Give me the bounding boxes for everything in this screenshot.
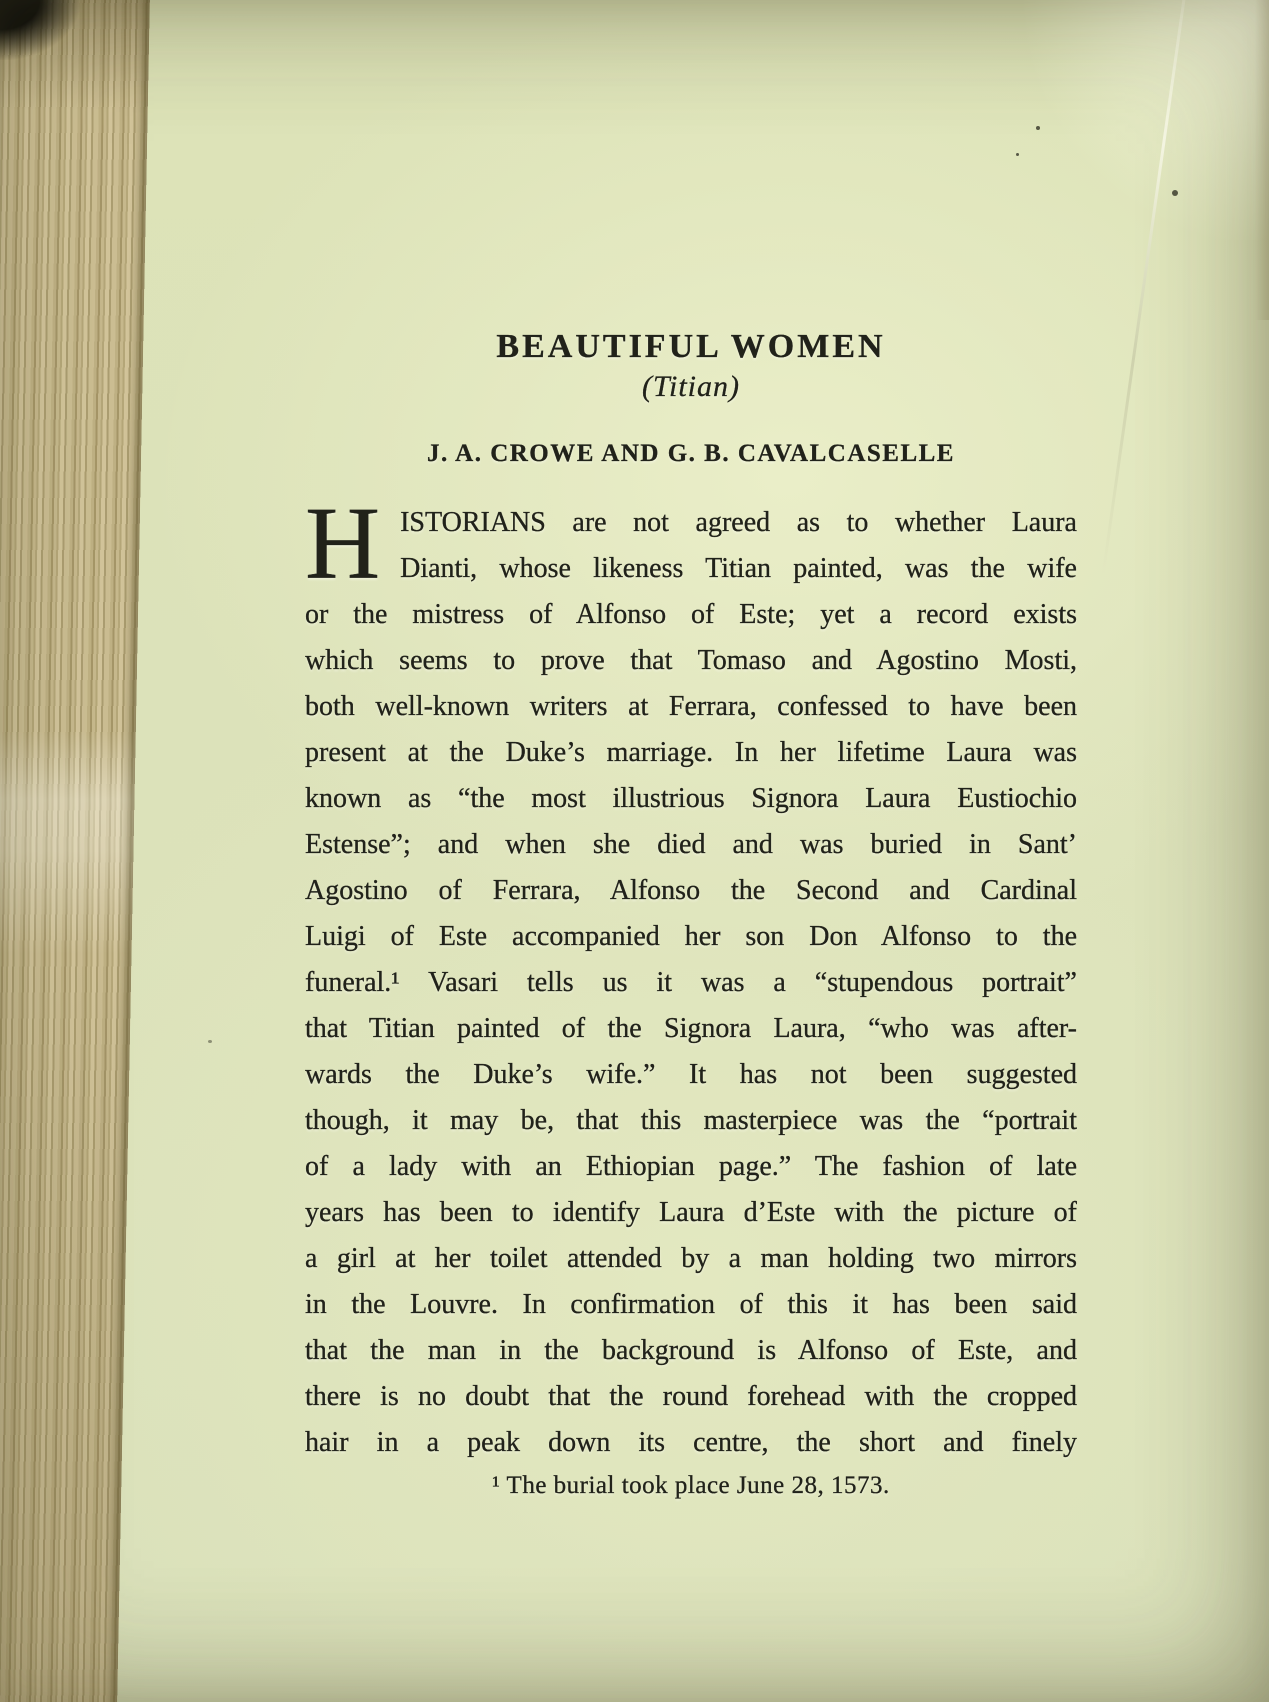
body-line: both well-known writers at Ferrara, confessed to have been [305, 691, 1077, 722]
body-line: there is no doubt that the round forehead with the cropped [305, 1381, 1077, 1412]
body-line: Dianti, whose likeness Titian painted, was the wife [400, 553, 1077, 584]
photo-corner-shadow [0, 0, 80, 60]
authors-line: J. A. CROWE AND G. B. CAVALCASELLE [427, 440, 955, 467]
paper-speck [1036, 126, 1040, 130]
page-subtitle: (Titian) [641, 370, 740, 403]
body-line: a girl at her toilet attended by a man holding two mirrors [305, 1243, 1077, 1274]
body-line: or the mistress of Alfonso of Este; yet a record exists [305, 599, 1077, 630]
book-fore-edge-pages [0, 0, 150, 1702]
body-line: present at the Duke’s marriage. In her lifetime Laura was [305, 737, 1077, 768]
body-line: though, it may be, that this masterpiece was the “portrait [305, 1105, 1077, 1136]
body-line: which seems to prove that Tomaso and Agostino Mosti, [305, 645, 1077, 676]
page-corner-highlight [1009, 0, 1269, 240]
body-line: Luigi of Este accompanied her son Don Alfonso to the [305, 921, 1077, 952]
footnote: ¹ The burial took place June 28, 1573. [492, 1472, 890, 1499]
paper-speck [208, 1040, 212, 1043]
body-paragraph [305, 486, 1077, 1466]
paper-speck [1172, 190, 1178, 196]
body-line: known as “the most illustrious Signora Laura Eustiochio [305, 783, 1077, 814]
body-line: Estense”; and when she died and was buried in Sant’ [305, 829, 1077, 860]
body-line: years has been to identify Laura d’Este with the picture of [305, 1197, 1077, 1228]
body-line: of a lady with an Ethiopian page.” The fashion of late [305, 1151, 1077, 1182]
body-line: wards the Duke’s wife.” It has not been suggested [305, 1059, 1077, 1090]
page-title: BEAUTIFUL WOMEN [496, 328, 886, 365]
body-line: funeral.¹ Vasari tells us it was a “stupendous portrait” [305, 967, 1077, 998]
body-line: ISTORIANS are not agreed as to whether Laura [400, 507, 1077, 538]
drop-cap-letter: H [305, 486, 381, 601]
body-line: Agostino of Ferrara, Alfonso the Second and Cardinal [305, 875, 1077, 906]
body-line: hair in a peak down its centre, the short and finely [305, 1427, 1077, 1458]
body-line: in the Louvre. In confirmation of this it has been said [305, 1289, 1077, 1320]
page-right-edge-shade [1255, 0, 1269, 320]
body-line: that Titian painted of the Signora Laura, “who was after- [305, 1013, 1077, 1044]
paper-speck [1016, 153, 1019, 156]
body-line: that the man in the background is Alfonso of Este, and [305, 1335, 1077, 1366]
